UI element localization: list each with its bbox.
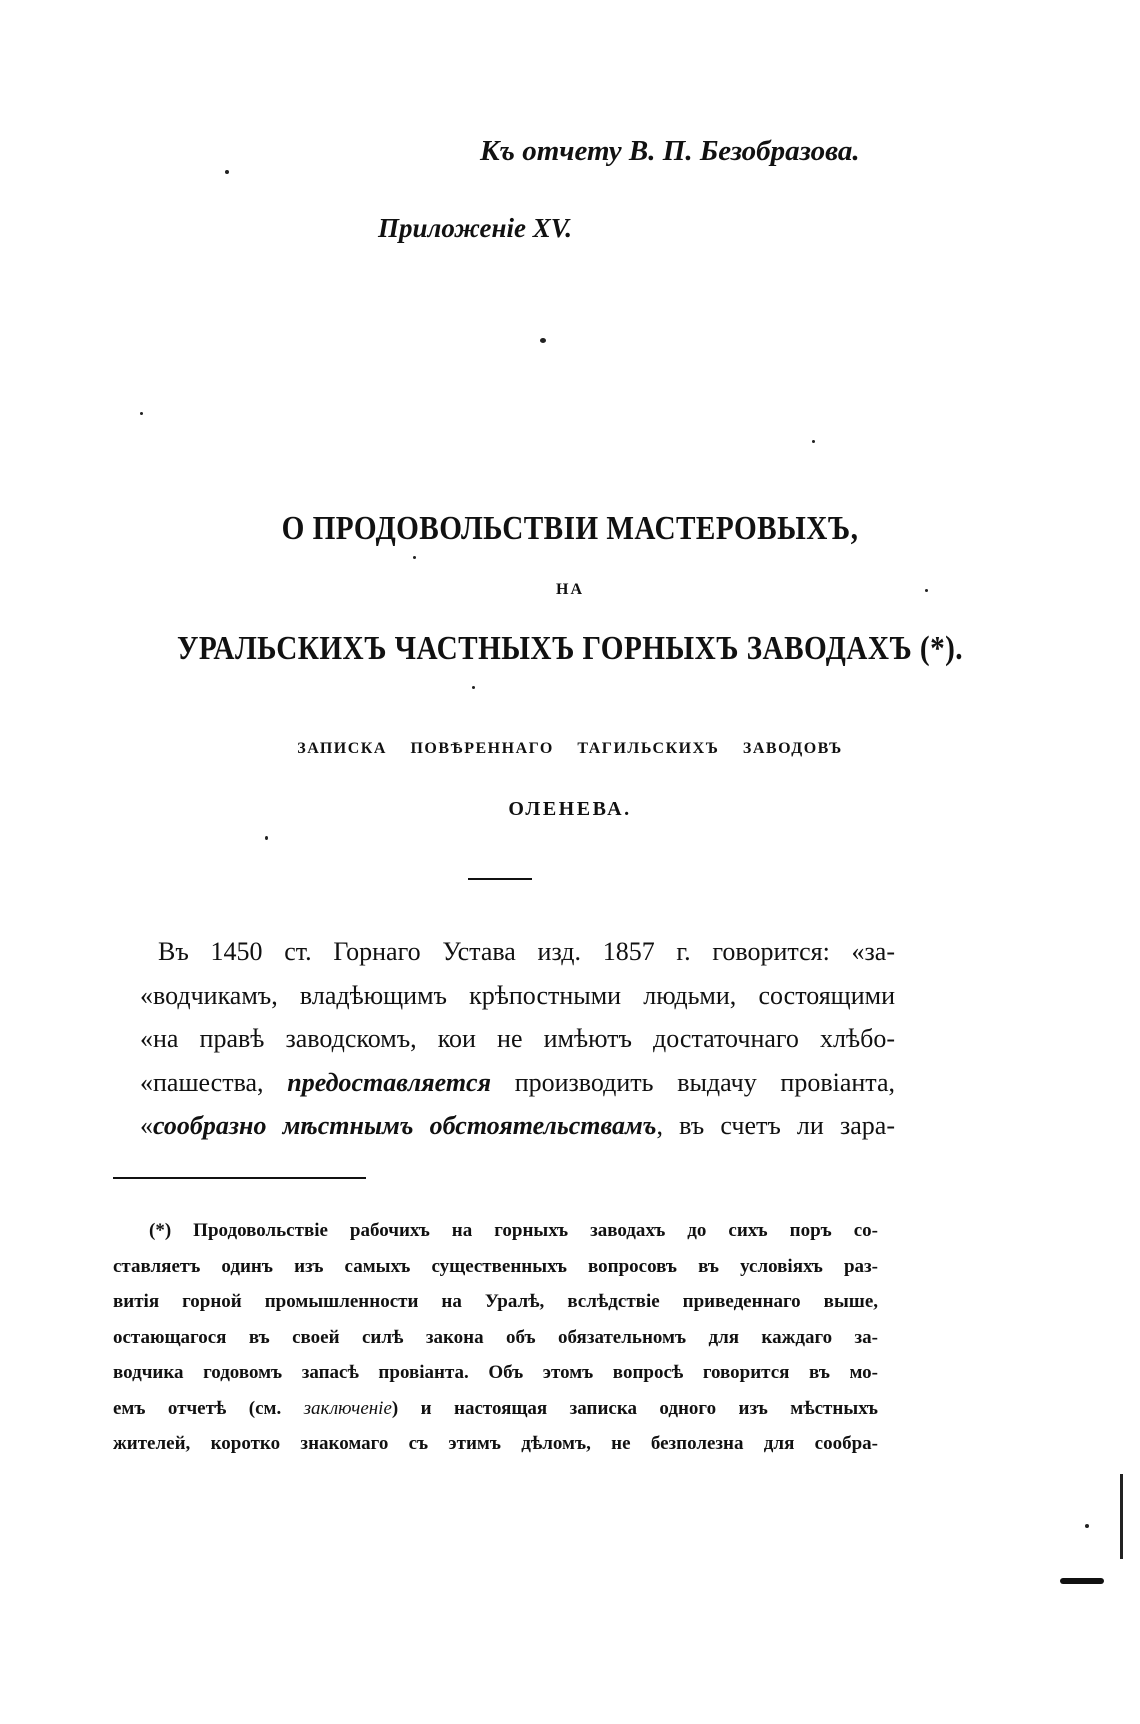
footnote-line: остающагося въ своей силѣ закона объ обязательномъ для каждаго за-: [113, 1326, 878, 1348]
margin-mark: [1120, 1474, 1123, 1559]
body-line: Въ 1450 ст. Горнаго Устава изд. 1857 г. говорится: «за-: [158, 937, 895, 966]
author-name: ОЛЕНЕВА.: [508, 798, 632, 820]
title-line-3: УРАЛЬСКИХЪ ЧАСТНЫХЪ ГОРНЫХЪ ЗАВОДАХЪ (*).: [176, 630, 964, 667]
report-reference: Къ отчету В. П. Безобразова.: [480, 135, 860, 167]
body-text-run: , въ счетъ ли зара-: [656, 1111, 895, 1140]
body-paragraph: [140, 930, 895, 1148]
body-line: [140, 1061, 895, 1105]
scan-speck: [140, 412, 143, 415]
scan-speck: [225, 170, 229, 174]
scan-speck: [413, 556, 416, 559]
scan-speck: [472, 686, 475, 689]
footnote-line: витія горной промышленности на Уралѣ, вслѣдствіе приведеннаго выше,: [113, 1291, 878, 1312]
body-line: «водчикамъ, владѣющимъ крѣпостными людьми, состоящими: [140, 980, 895, 1010]
section-divider: [468, 878, 532, 880]
footnote-text-run: емъ отчетѣ (см.: [113, 1397, 282, 1419]
footnote-line: водчика годовомъ запасѣ провіанта. Объ этомъ вопросѣ говорится въ мо-: [113, 1362, 878, 1383]
scan-speck: [540, 338, 546, 343]
footnote-text-run: ) и настоящая записка одного изъ мѣстныхъ: [391, 1397, 879, 1419]
footnote-line: жителей, коротко знакомаго съ этимъ дѣломъ, не безполезна для сообра-: [113, 1433, 878, 1454]
emphasis-text: предоставляется: [287, 1067, 491, 1097]
title-line-1: О ПРОДОВОЛЬСТВІИ МАСТЕРОВЫХЪ,: [281, 510, 859, 547]
scan-speck: [925, 589, 928, 592]
note-subtitle: ЗАПИСКА ПОВѢРЕННАГО ТАГИЛЬСКИХЪ ЗАВОДОВЪ: [297, 740, 843, 757]
body-text-run: производить выдачу провіанта,: [514, 1067, 896, 1097]
scan-speck: [265, 836, 268, 840]
title-line-2: НА: [556, 581, 584, 598]
body-line: «на правѣ заводскомъ, кои не имѣютъ достаточнаго хлѣбо-: [140, 1024, 895, 1053]
margin-mark: [1060, 1578, 1104, 1584]
body-text-run: «: [140, 1111, 153, 1140]
appendix-label: Приложеніе XV.: [378, 213, 573, 243]
footnote: [113, 1213, 878, 1462]
scan-speck: [812, 440, 815, 443]
footnote-emphasis: заключеніе: [303, 1397, 392, 1419]
footnote-line: (*) Продовольствіе рабочихъ на горныхъ заводахъ до сихъ поръ со-: [149, 1220, 878, 1241]
footnote-line: ставляетъ одинъ изъ самыхъ существенныхъ вопросовъ въ условіяхъ раз-: [113, 1255, 878, 1277]
footnote-rule: [113, 1177, 366, 1179]
body-line: [140, 1104, 895, 1148]
scan-speck: [1085, 1524, 1089, 1528]
body-text-run: «пашества,: [140, 1067, 264, 1097]
footnote-line: [113, 1391, 878, 1427]
emphasis-text: сообразно мѣстнымъ обстоятельствамъ: [153, 1111, 657, 1140]
